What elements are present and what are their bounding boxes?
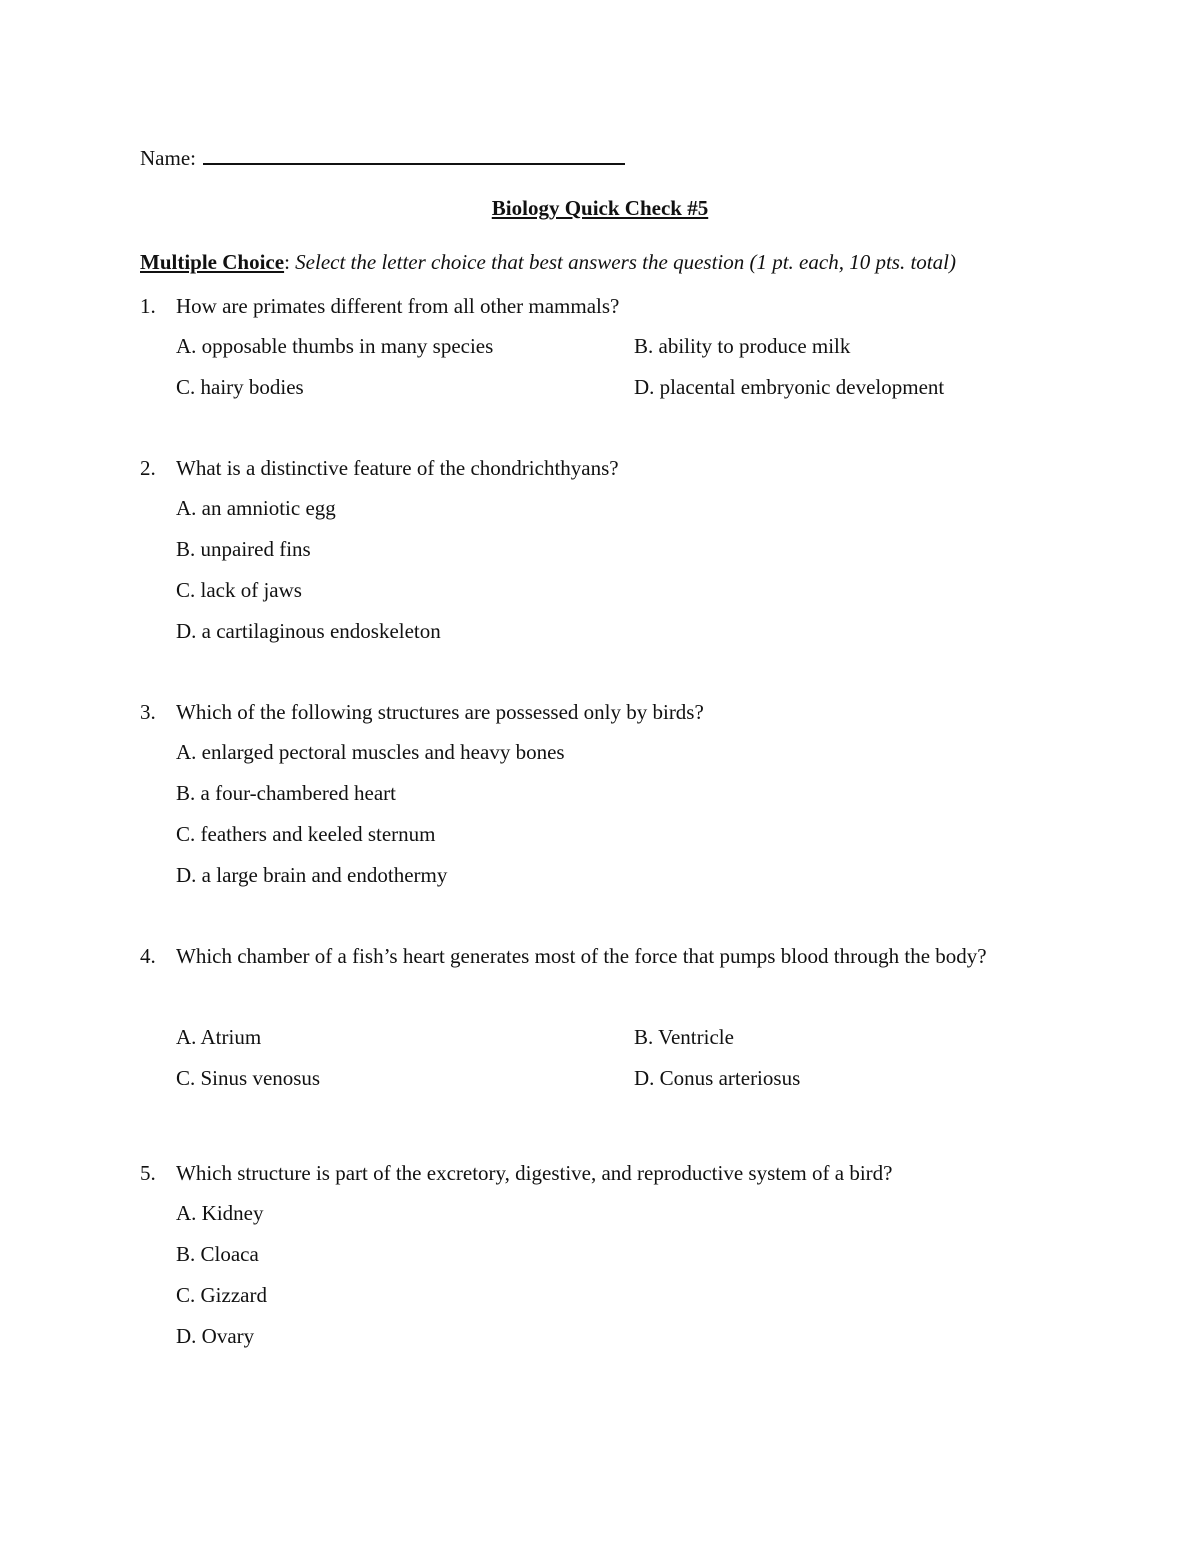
option-a[interactable]: A. Atrium [176,1025,262,1049]
question-text: Which chamber of a fish’s heart generates most of the force that pumps blood through the body? [176,944,987,968]
question-2 [140,458,1040,662]
option-c[interactable]: C. feathers and keeled sternum [176,822,436,846]
question-5 [140,1163,1040,1367]
option-row [140,742,1040,783]
question-text: How are primates different from all other mammals? [176,294,620,318]
option-row [140,621,1040,662]
option-row [140,783,1040,824]
name-blank-line[interactable] [203,145,625,165]
option-row [140,1027,1040,1068]
option-row [140,824,1040,865]
option-c[interactable]: C. lack of jaws [176,578,302,602]
option-row [140,1244,1040,1285]
option-b[interactable]: B. a four-chambered heart [176,781,396,805]
question-number: 3. [140,700,156,724]
instructions [140,252,956,273]
option-d[interactable]: D. Ovary [176,1324,255,1348]
page-title: Biology Quick Check #5 [491,196,709,220]
option-a[interactable]: A. Kidney [176,1201,264,1225]
question-number: 2. [140,456,156,480]
question-number: 5. [140,1161,156,1185]
instructions-text: Select the letter choice that best answers the question (1 pt. each, 10 pts. total) [289,250,956,274]
option-b[interactable]: B. unpaired fins [176,537,311,561]
option-row [140,580,1040,621]
option-row [140,377,1040,418]
section-label: Multiple Choice [140,250,285,274]
name-row [140,145,625,169]
option-row [140,1326,1040,1367]
question-1 [140,296,1040,418]
question-number: 4. [140,944,156,968]
option-c[interactable]: C. hairy bodies [176,375,304,399]
option-b[interactable]: B. ability to produce milk [634,334,851,358]
question-text: Which of the following structures are possessed only by birds? [176,700,704,724]
option-a[interactable]: A. an amniotic egg [176,496,336,520]
option-row [140,1285,1040,1326]
question-text: What is a distinctive feature of the chondrichthyans? [176,456,619,480]
option-a[interactable]: A. opposable thumbs in many species [176,334,494,358]
option-b[interactable]: B. Ventricle [634,1025,734,1049]
question-number: 1. [140,294,156,318]
option-row [140,1203,1040,1244]
option-b[interactable]: B. Cloaca [176,1242,259,1266]
section-separator: : [284,250,290,274]
option-d[interactable]: D. a cartilaginous endoskeleton [176,619,441,643]
name-label: Name: [140,146,196,170]
option-d[interactable]: D. a large brain and endothermy [176,863,448,887]
question-4 [140,946,1040,1109]
option-c[interactable]: C. Sinus venosus [176,1066,321,1090]
option-d[interactable]: D. Conus arteriosus [634,1066,801,1090]
option-row [140,1068,1040,1109]
question-text: Which structure is part of the excretory, digestive, and reproductive system of a bird? [176,1161,893,1185]
question-3 [140,702,1040,906]
option-d[interactable]: D. placental embryonic development [634,375,945,399]
option-row [140,336,1040,377]
option-row [140,865,1040,906]
option-row [140,498,1040,539]
option-a[interactable]: A. enlarged pectoral muscles and heavy bones [176,740,565,764]
option-row [140,539,1040,580]
option-c[interactable]: C. Gizzard [176,1283,267,1307]
